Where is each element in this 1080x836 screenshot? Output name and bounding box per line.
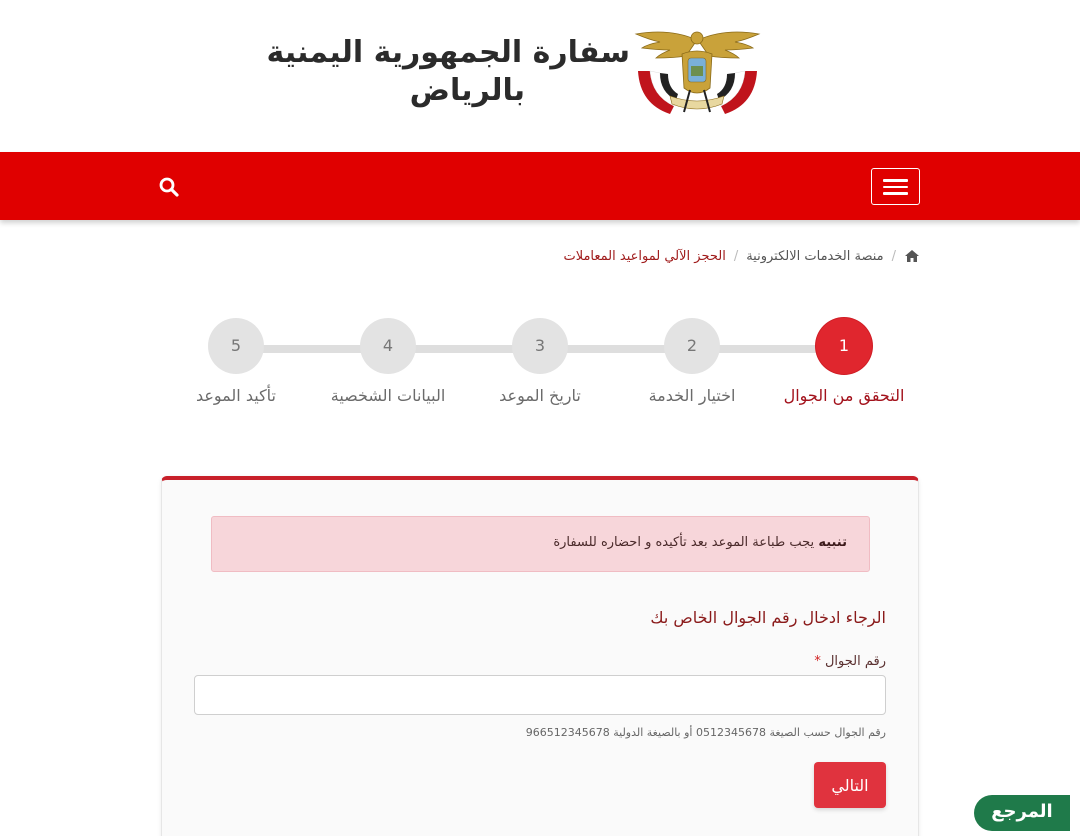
breadcrumb-item-eservices[interactable]: منصة الخدمات الالكترونية [746, 248, 884, 264]
search-icon [156, 174, 182, 200]
step-4 [308, 318, 468, 405]
site-logo[interactable] [266, 26, 765, 121]
hamburger-menu-icon[interactable] [871, 168, 920, 205]
logo-text [267, 34, 630, 110]
breadcrumb [563, 248, 920, 264]
step-number: 4 [360, 318, 416, 374]
step-number: 2 [664, 318, 720, 374]
breadcrumb-separator: / [891, 248, 896, 264]
phone-help-text: رقم الجوال حسب الصيغة 0512345678 أو بالصيغة الدولية 966512345678 [525, 726, 886, 739]
main-navbar [0, 152, 1080, 220]
home-icon[interactable] [904, 248, 920, 264]
step-label: البيانات الشخصية [330, 386, 446, 405]
step-3 [460, 318, 620, 405]
alert-message: يجب طباعة الموعد بعد تأكيده و احضاره للسفارة [553, 535, 815, 550]
phone-field-label [814, 654, 886, 669]
site-header [0, 0, 1080, 152]
step-5 [156, 318, 316, 405]
required-mark: * [814, 654, 821, 669]
step-label: اختيار الخدمة [648, 386, 736, 405]
warning-alert [211, 516, 870, 572]
step-number: 1 [816, 318, 872, 374]
step-number: 5 [208, 318, 264, 374]
step-label: التحقق من الجوال [783, 386, 905, 405]
phone-number-input[interactable] [194, 675, 886, 715]
next-button[interactable]: التالي [814, 762, 886, 808]
step-2 [612, 318, 772, 405]
site-watermark-logo: المرجع [974, 795, 1070, 831]
step-1 [764, 318, 924, 405]
phone-verification-card [161, 476, 919, 836]
booking-stepper [0, 318, 1080, 418]
logo-title-line1: سفارة الجمهورية اليمنية [266, 35, 630, 70]
breadcrumb-item-current: الحجز الآلي لمواعيد المعاملات [563, 248, 726, 264]
logo-title-line2: بالرياض [409, 73, 525, 108]
alert-title: تنبيه [818, 535, 847, 550]
yemen-eagle-emblem-icon [630, 26, 765, 118]
form-title: الرجاء ادخال رقم الجوال الخاص بك [650, 608, 886, 627]
step-number: 3 [512, 318, 568, 374]
breadcrumb-separator: / [733, 248, 739, 264]
phone-label-text: رقم الجوال [824, 654, 886, 669]
step-label: تاريخ الموعد [499, 386, 581, 405]
search-button[interactable] [156, 174, 182, 200]
step-label: تأكيد الموعد [195, 386, 277, 405]
